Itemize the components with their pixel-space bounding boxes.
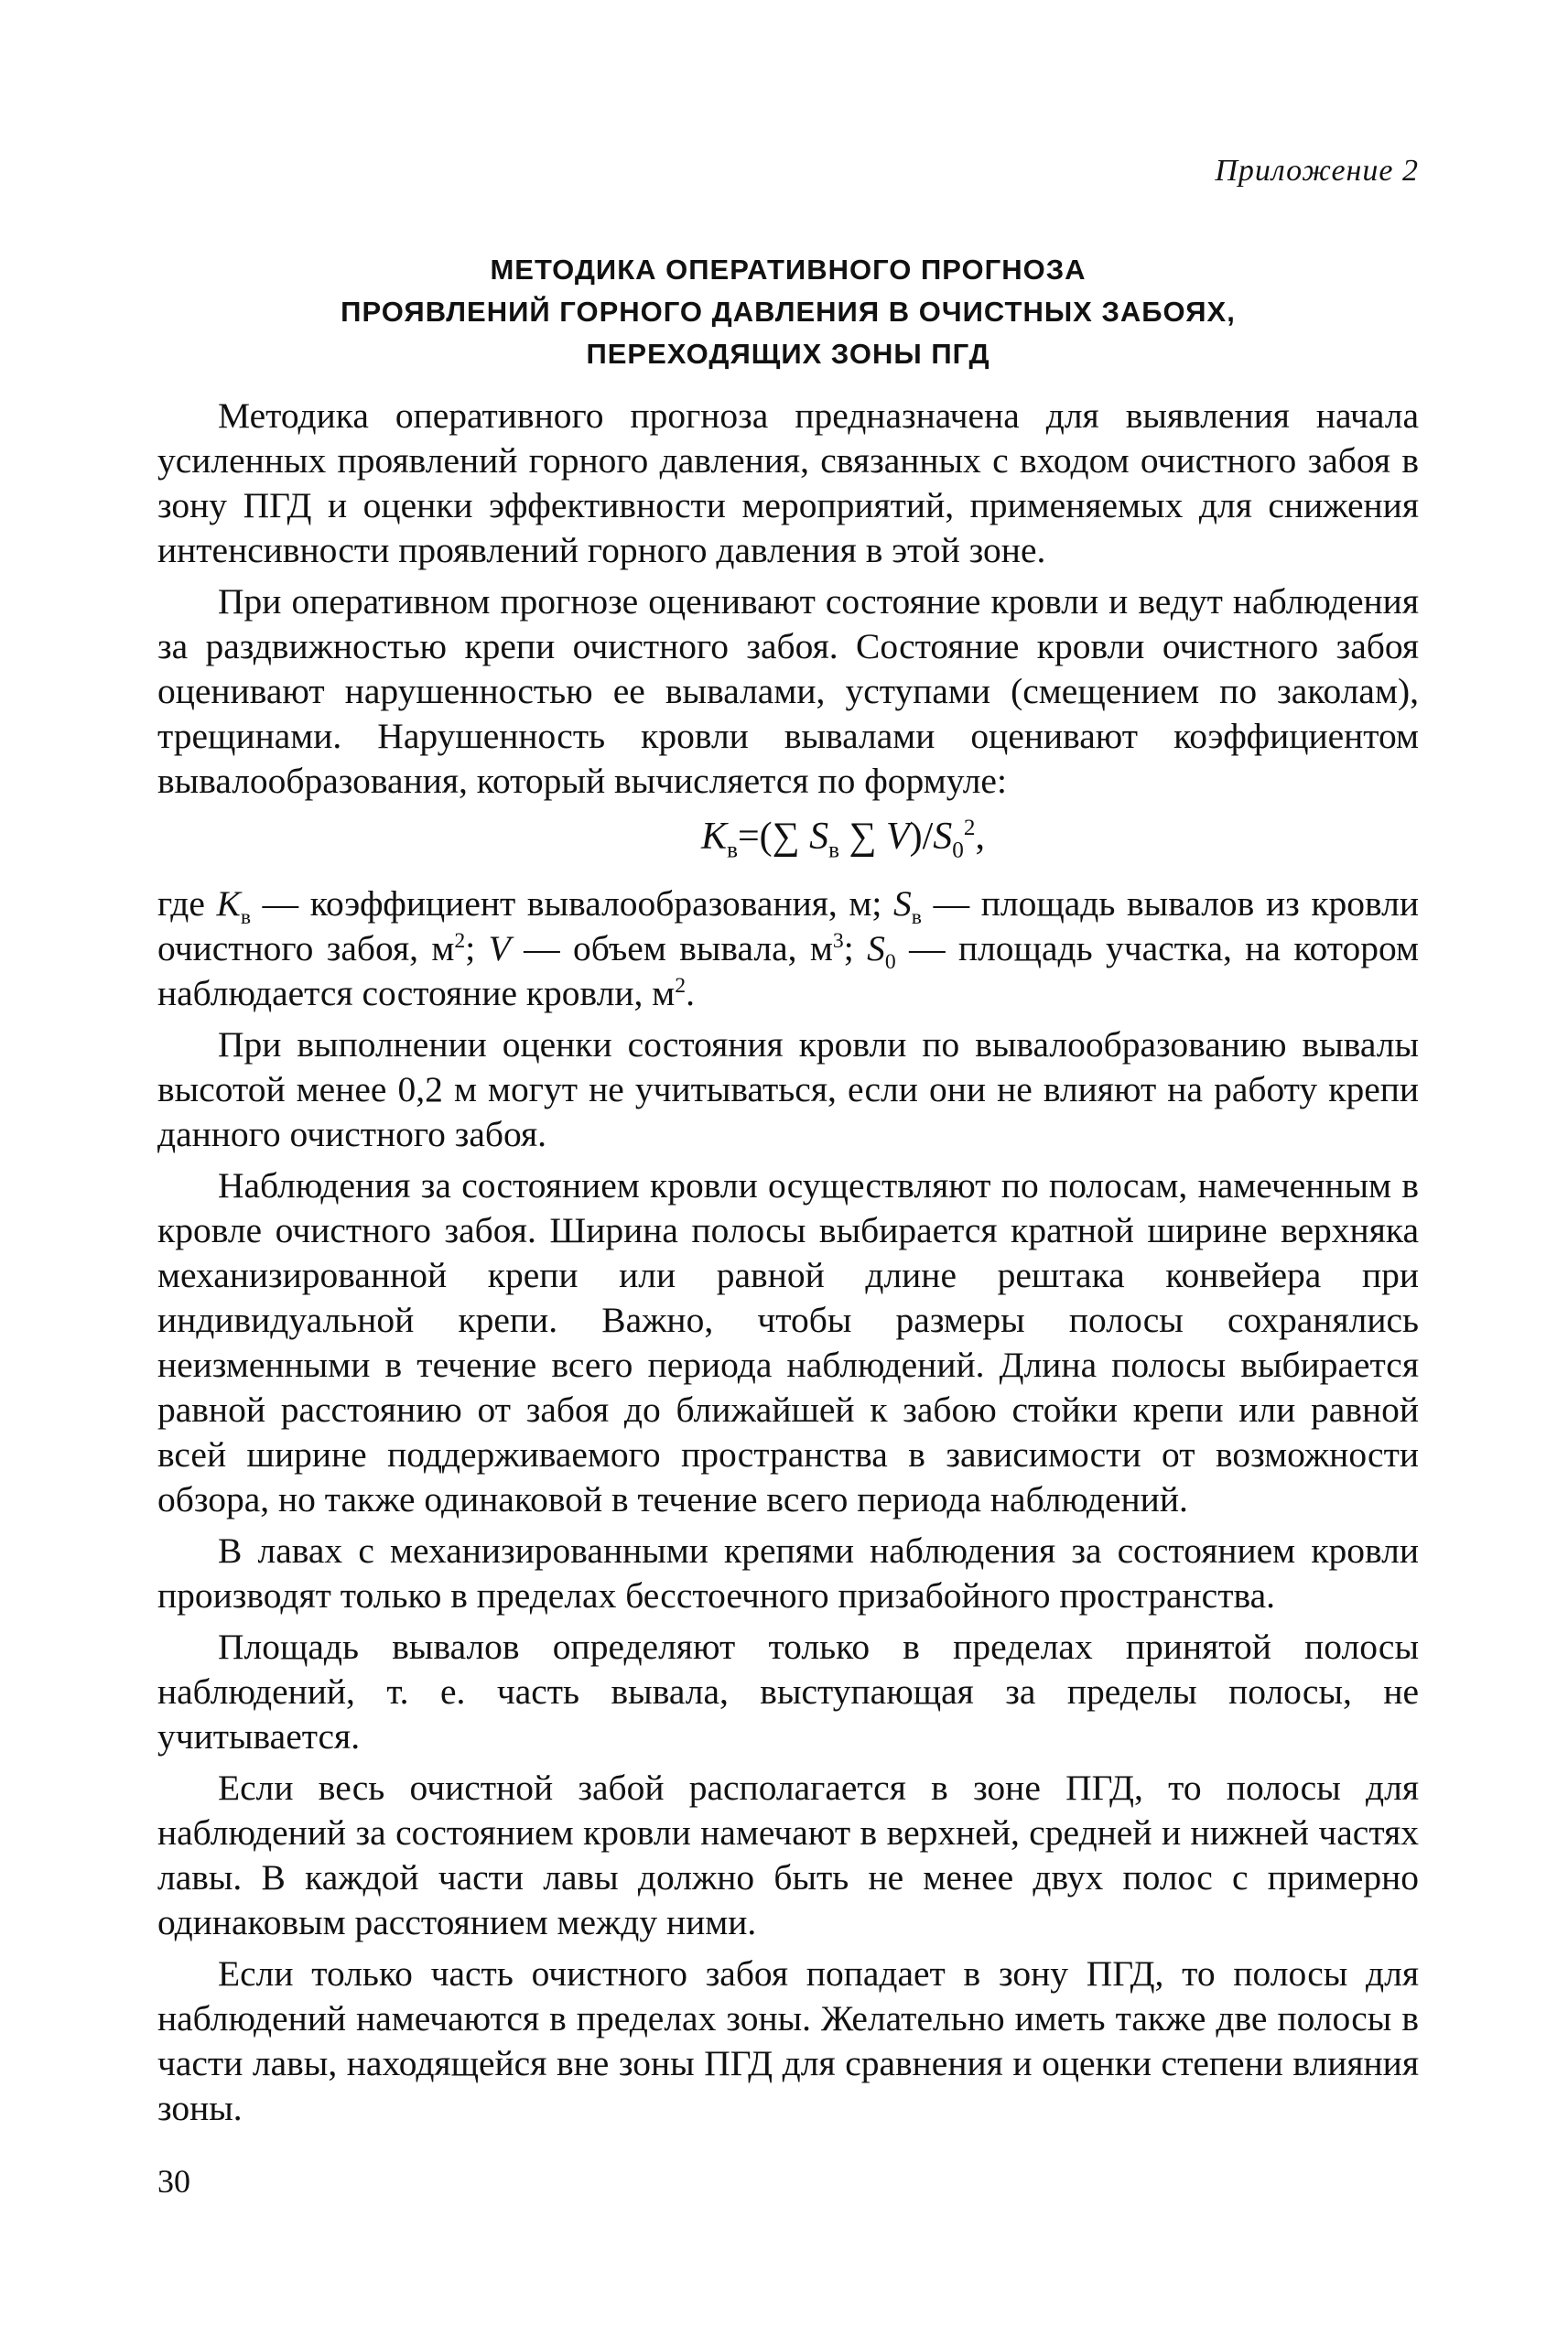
paragraph-7: Площадь вывалов определяют только в пределах принятой полосы наблюдений, т. е. часть вывала, выступающая за пределы полосы, не учитывается. <box>157 1627 1419 1757</box>
paragraph-2: При оперативном прогнозе оценивают состояние кровли и ведут наблюдения за раздвижностью крепи очистного забоя. Состояние кровли очистного забоя оценивают нарушенностью ее вывалами, уступами (смещением по заколам), трещинами. Нарушенность кровли вывалами оценивают коэффициентом вывалообразования, который вычисляется по формуле: <box>157 581 1419 801</box>
p3-text-3: — площадь вывалов из кровли очистного забоя, м <box>157 883 1419 968</box>
symbol-s: S <box>893 883 912 924</box>
page-number: 30 <box>157 2163 190 2200</box>
paragraph-6: В лавах с механизированными крепями наблюдения за состоянием кровли производят только в пределах бесстоечного призабойного пространства. <box>157 1530 1419 1616</box>
formula-sum: ∑ <box>839 816 886 858</box>
p3-text-5: — объем вывала, м <box>510 928 833 968</box>
paragraph-9: Если только часть очистного забоя попадает в зону ПГД, то полосы для наблюдений намечаются в пределах зоны. Желательно иметь также две полосы в части лавы, находящейся вне зоны ПГД для сравнения и оценки степени влияния зоны. <box>157 1953 1419 2128</box>
paragraph-1: Методика оперативного прогноза предназначена для выявления начала усиленных проявлений горного давления, связанных с входом очистного забоя в зону ПГД и оценки эффективности мероприятий, применяемых для снижения интенсивности проявлений горного давления в этой зоне. <box>157 395 1419 570</box>
p3-text-2: — коэффициент вывалообразования, м; <box>251 883 894 924</box>
p3-text-8: . <box>686 973 696 1013</box>
title-line-3: ПЕРЕХОДЯЩИХ ЗОНЫ ПГД <box>586 338 990 370</box>
p3-text-7: — площадь участка, на котором наблюдается состояние кровли, м <box>157 928 1419 1013</box>
paragraph-8: Если весь очистной забой располагается в зоне ПГД, то полосы для наблюдений за состоянием кровли намечают в верхней, средней и нижней частях лавы. В каждой части лавы должно быть не менее двух полос с примерно одинаковым расстоянием между ними. <box>157 1768 1419 1942</box>
paragraph-3 <box>157 881 1419 1016</box>
symbol-s-sub: в <box>911 904 922 929</box>
paragraph-4: При выполнении оценки состояния кровли по вывалообразованию вывалы высотой менее 0,2 м могут не учитываться, если они не влияют на работу крепи данного очистного забоя. <box>157 1024 1419 1154</box>
formula-slash: )/ <box>909 816 934 858</box>
formula-s0-sub: 0 <box>952 838 964 863</box>
title-line-1: МЕТОДИКА ОПЕРАТИВНОГО ПРОГНОЗА <box>490 254 1087 286</box>
formula-k-sub: в <box>727 838 738 863</box>
paragraph-5: Наблюдения за состоянием кровли осуществляют по полосам, намеченным в кровле очистного забоя. Ширина полосы выбирается кратной ширине верхняка механизированной крепи или равной длине рештака конвейера при индивидуальной крепи. Важно, чтобы размеры полосы сохранялись неизменными в течение всего периода наблюдений. Длина полосы выбирается равной расстоянию от забоя до ближайшей к забою стойки крепи или равной всей ширине поддерживаемого пространства в зависимости от возможности обзора, но также одинаковой в течение всего периода наблюдений. <box>157 1165 1419 1519</box>
formula-kv <box>157 810 1419 863</box>
symbol-v: V <box>488 928 511 968</box>
formula-v: V <box>885 816 910 858</box>
document-title <box>157 249 1419 375</box>
body-text <box>157 394 1419 2137</box>
formula-s0: S <box>933 816 953 858</box>
title-line-2: ПРОЯВЛЕНИЙ ГОРНОГО ДАВЛЕНИЯ В ОЧИСТНЫХ ЗАБОЯХ, <box>341 296 1236 328</box>
formula-s0-sup: 2 <box>963 816 976 840</box>
p3-text-1: где <box>157 883 217 924</box>
exp-m2-a: 2 <box>454 928 466 953</box>
p3-text-6: ; <box>843 928 868 968</box>
book-page <box>157 0 1419 2325</box>
symbol-s0: S <box>867 928 885 968</box>
p3-text-4: ; <box>465 928 489 968</box>
formula-eq: =(∑ <box>737 816 810 858</box>
symbol-k-sub: в <box>240 904 252 929</box>
appendix-label: Приложение 2 <box>1215 154 1419 188</box>
formula-k: K <box>701 816 728 858</box>
formula-s-sub: в <box>828 838 839 863</box>
formula-end: , <box>975 816 985 858</box>
formula-s: S <box>809 816 829 858</box>
symbol-s0-sub: 0 <box>884 949 896 974</box>
symbol-k: K <box>216 883 241 924</box>
exp-m3: 3 <box>832 928 844 953</box>
exp-m2-b: 2 <box>675 973 687 998</box>
